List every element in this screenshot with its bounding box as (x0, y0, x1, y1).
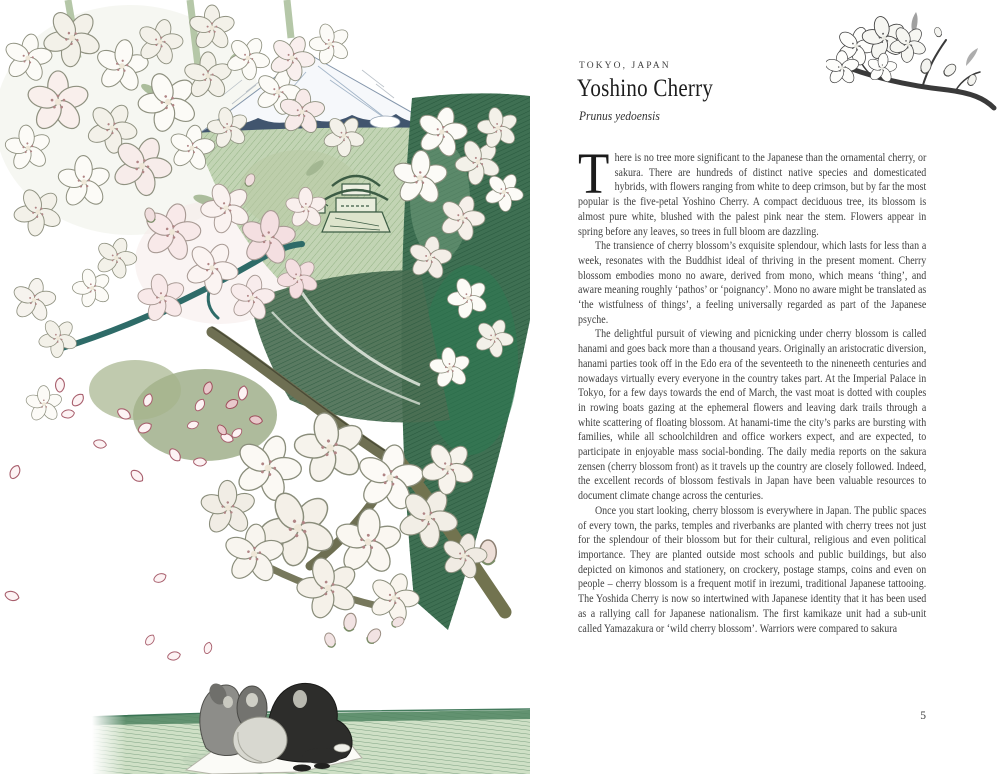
blossom-branch-illustration (826, 10, 1000, 122)
paragraph-1 (578, 141, 927, 239)
picnic-figures (182, 681, 362, 774)
page-number: 5 (920, 710, 926, 722)
figure-front (233, 717, 287, 763)
paragraph-2: The transience of cherry blossom’s exquisite splendour, which lasts for less than a week, resonates with the Buddhist ideal of thriving in the present moment. Cherry blossom embodies mono no aware, derived from mono, which means ‘thing’, and aware meaning roughly ‘pathos’ or ‘poignancy’. Mono no aware might be translated as ‘the wistfulness of things’, a feeling universally regarded as part of the Japanese psyche. (578, 240, 927, 326)
branch-flowers (826, 10, 935, 86)
paragraph-4: Once you start looking, cherry blossom is everywhere in Japan. The public spaces of every town, the parks, temples and riverbanks are planted with cherry trees not just for the splendour of their blossom but for their cultural, religious and even political importance. They are planted outside most schools and public buildings, but also depicted on kimonos and stationery, on crockery, postage stamps, coins and even on people – cherry blossom is a frequent motif in irezumi, traditional Japanese tattooing. The Yoshida Cherry is now so intertwined with Japanese identity that it has been used as a rallying call for Japanese nationalism. The first kamikaze unit had a sub-unit called Yamazakura or ‘wild cherry blossom’. Warriors were compared to sakura (578, 504, 927, 635)
paragraph-1-text: here is no tree more significant to the Japanese than the ornamental cherry, or sakura. There are hundreds of distinct native species and domesticated hybrids, with flowers ranging from white to deep crimson, but by far the most popular is the five-petal Yoshino Cherry. A compact deciduous tree, its blossom is almost pure white, blushed with the palest pink near the stem. Flowers appear in spring before any leaves, so trees in full bloom are dazzling. (578, 152, 927, 238)
article-text (578, 141, 927, 636)
paragraph-3: The delightful pursuit of viewing and picnicking under cherry blossom is called hanami and goes back more than a thousand years. Originally an aristocratic diversion, hanami parties took off in the Edo era of the seventeeth to the nineneeth centuries and nowadays virtually every everyone in the country takes part. At the Imperial Palace in Tokyo, for a few days towards the end of March, the vast moat is dotted with couples in rowing boats gazing at the ephemeral flowers and leaving dark trails through a white scattering of floating blossom. At hanami-time the city’s parks are bursting with families, while all schoolchildren and office workers expect, and are expected, to participate in enjoyable mass social-bonding. The daily media reports on the sakura zensen (cherry blossom front) as it travels up the country are closely followed. Indeed, the excellent records of blossom festivals in Japan have been valuable resources to document climate change across the centuries. (578, 328, 927, 503)
location-heading: TOKYO, JAPAN (579, 61, 671, 71)
branch-illustration-container (826, 10, 1000, 122)
page-title: Yoshino Cherry (577, 75, 714, 102)
species-name: Prunus yedoensis (579, 109, 660, 123)
moat (250, 270, 450, 423)
dropcap: T (578, 141, 610, 206)
cloud (370, 116, 400, 128)
leaf (966, 48, 978, 66)
